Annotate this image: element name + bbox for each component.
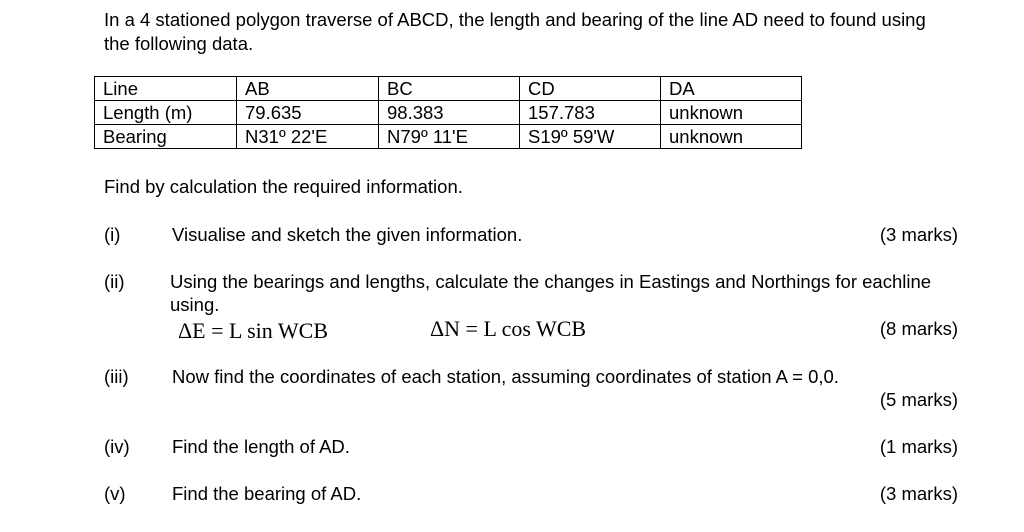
question-number: (v)	[104, 483, 126, 504]
question-number: (iv)	[104, 436, 130, 457]
question-text: Now find the coordinates of each station, assuming coordinates of station A = 0,0.	[172, 366, 839, 387]
northing-formula: ΔN = L cos WCB	[430, 316, 587, 341]
question-marks: (3 marks)	[879, 483, 958, 504]
question-text: Visualise and sketch the given information.	[172, 224, 523, 245]
table-cell: BC	[379, 77, 520, 101]
question-number: (i)	[104, 224, 121, 245]
question-marks: (5 marks)	[879, 389, 958, 410]
table-row	[95, 125, 802, 149]
intro-paragraph: In a 4 stationed polygon traverse of ABCD, the length and bearing of the line AD need to found using the following data.	[104, 9, 926, 54]
question-text: Find the length of AD.	[172, 436, 350, 457]
table-cell: 98.383	[379, 101, 520, 125]
instruction-text: Find by calculation the required information.	[104, 176, 463, 197]
question-number: (iii)	[104, 366, 129, 387]
table-cell: 79.635	[237, 101, 379, 125]
table-row	[95, 101, 802, 125]
question-text: Using the bearings and lengths, calculate the changes in Eastings and Northings for eachline using.	[170, 271, 932, 315]
table-cell: AB	[237, 77, 379, 101]
table-cell: S19º 59'W	[520, 125, 661, 149]
table-cell: N31º 22'E	[237, 125, 379, 149]
question-marks: (3 marks)	[879, 224, 958, 245]
table-cell: unknown	[661, 125, 802, 149]
table-cell: Bearing	[95, 125, 237, 149]
table-cell: CD	[520, 77, 661, 101]
question-number: (ii)	[104, 271, 125, 292]
table-row	[95, 77, 802, 101]
question-text: Find the bearing of AD.	[172, 483, 362, 504]
easting-formula: ΔE = L sin WCB	[178, 318, 329, 343]
table-cell: unknown	[661, 101, 802, 125]
question-marks: (8 marks)	[879, 318, 958, 339]
question-marks: (1 marks)	[879, 436, 958, 457]
table-cell: N79º 11'E	[379, 125, 520, 149]
traverse-data-table	[94, 76, 802, 149]
table-cell: Length (m)	[95, 101, 237, 125]
table-cell: DA	[661, 77, 802, 101]
table-cell: Line	[95, 77, 237, 101]
table-cell: 157.783	[520, 101, 661, 125]
